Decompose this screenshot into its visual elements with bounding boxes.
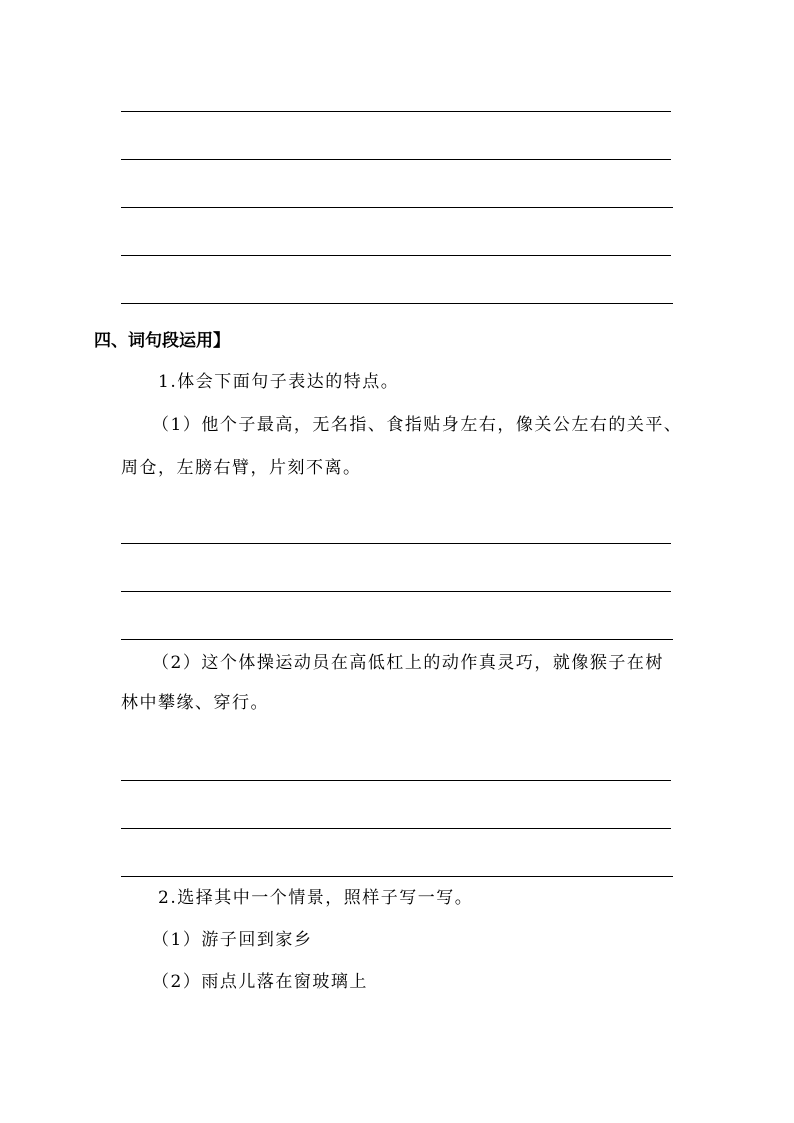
- section-heading: 四、词句段运用】: [94, 331, 230, 351]
- answer-line: [121, 303, 673, 304]
- answer-line: [121, 828, 671, 829]
- answer-line: [121, 639, 673, 640]
- answer-line: [121, 780, 671, 781]
- question-2-prompt: 2.选择其中一个情景，照样子写一写。: [158, 888, 474, 908]
- answer-line: [121, 207, 673, 208]
- option-1: （1）游子回到家乡: [152, 930, 313, 950]
- answer-line: [121, 543, 671, 544]
- answer-line: [121, 111, 671, 112]
- sentence-1-line-1: （1）他个子最高，无名指、食指贴身左右，像关公左右的关平、: [152, 415, 683, 435]
- option-2: （2）雨点儿落在窗玻璃上: [152, 972, 368, 992]
- answer-line: [121, 255, 671, 256]
- answer-line: [121, 159, 671, 160]
- sentence-2-line-2: 林中攀缘、穿行。: [121, 693, 269, 713]
- answer-line: [121, 591, 671, 592]
- sentence-2-line-1: （2）这个体操运动员在高低杠上的动作真灵巧，就像猴子在树: [152, 653, 664, 673]
- question-1-prompt: 1.体会下面句子表达的特点。: [158, 372, 400, 392]
- sentence-1-line-2: 周仓，左膀右臂，片刻不离。: [121, 458, 362, 478]
- answer-line: [121, 876, 673, 877]
